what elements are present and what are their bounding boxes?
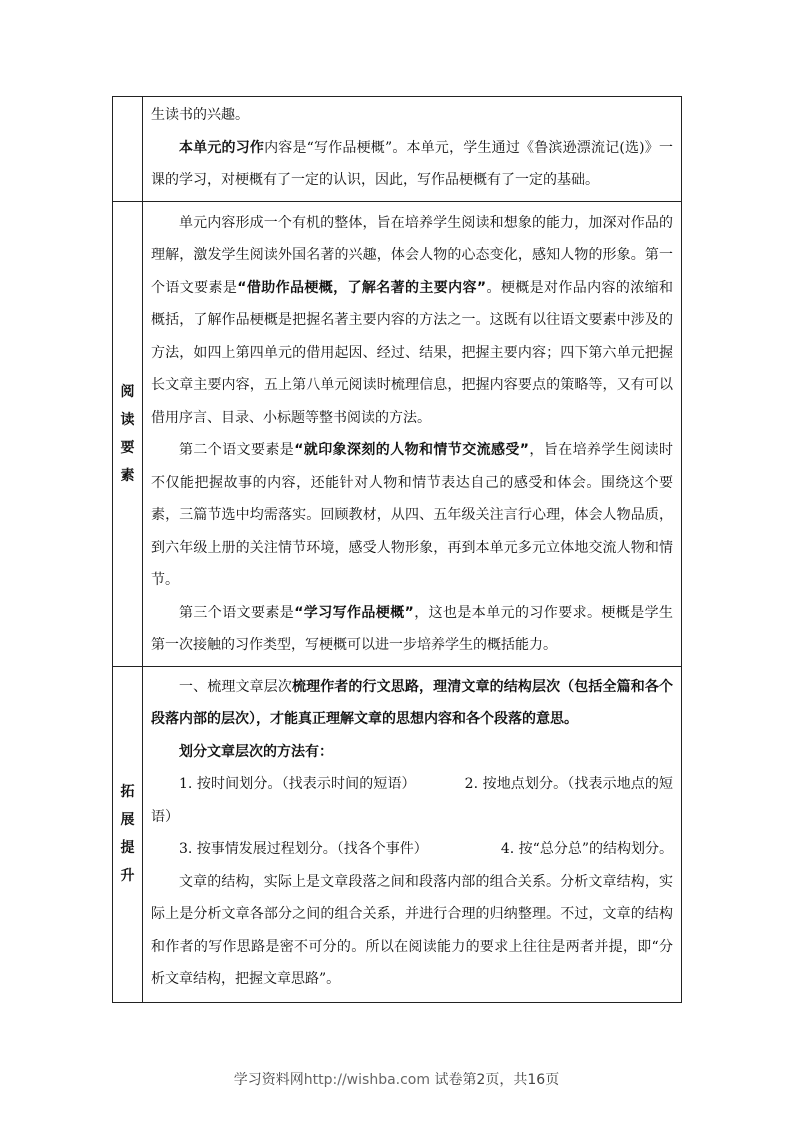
header-char: 提 <box>120 840 135 856</box>
bold-text-segment: 梳理作者的行文思路，理清文章的结构层次（包括全篇和各个段落内部的层次），才能真正理解文章的思想内容和各个段落的意思。 <box>151 678 674 727</box>
text-segment: 一、梳理文章层次 <box>179 678 292 695</box>
bold-text-segment: “就印象深刻的人物和情节交流感受” <box>294 442 530 458</box>
text-segment: ，这也是本单元的习作要求。梗概是学生第一次接触的习作类型，写梗概可以进一步培养学生的概括能力。 <box>151 604 674 653</box>
method-line <box>151 833 673 866</box>
lesson-table <box>112 96 682 1003</box>
method-item: 3. 按事情发展过程划分。（找各个事件） <box>179 841 428 857</box>
content-block <box>143 97 681 201</box>
text-segment: 生读书的兴趣。 <box>151 107 249 123</box>
page-number: 试卷第2页，共16页 <box>434 1072 560 1088</box>
paragraph <box>151 207 673 435</box>
row-header-empty <box>113 97 143 202</box>
paragraph <box>151 434 673 597</box>
row-header-extension <box>113 666 143 1002</box>
row-content <box>143 201 682 666</box>
row-content <box>143 97 682 202</box>
header-char: 展 <box>120 812 135 828</box>
bold-text-segment: 本单元的习作 <box>179 139 265 156</box>
row-content <box>143 666 682 1002</box>
method-item: 2. 按地点划分。（找表示地点的短语） <box>151 776 674 825</box>
paragraph: 文章的结构，实际上是文章段落之间和段落内部的组合关系。分析文章结构，实际上是分析文章各部分之间的组合关系，并进行合理的归纳整理。不过，文章的结构和作者的写作思路是密不可分的。所以在阅读能力的要求上往往是两者并提，即“分析文章结构，把握文章思路”。 <box>151 873 673 987</box>
row-extension <box>113 666 682 1002</box>
header-char: 阅 <box>120 383 135 400</box>
method-item: 1. 按时间划分。（找表示时间的短语） <box>179 776 416 792</box>
header-char: 素 <box>120 467 135 484</box>
header-char: 拓 <box>120 784 135 800</box>
method-line <box>151 768 673 833</box>
content-block <box>143 202 681 666</box>
text-segment: 内容是“写作品梗概”。本单元，学生通过《鲁滨逊漂流记(选)》一课的学习，对梗概有了一定的认识，因此，写作品梗概有了一定的基础。 <box>151 139 673 188</box>
bold-text-segment: “学习写作品梗概” <box>294 604 414 621</box>
page-footer <box>0 1069 793 1089</box>
header-char: 要 <box>120 439 135 456</box>
method-item: 4. 按“总分总”的结构划分。 <box>500 841 673 857</box>
paragraph <box>151 132 673 197</box>
watermark-url: http://wishba.com <box>303 1072 431 1088</box>
paragraph <box>151 671 673 736</box>
row-continuation <box>113 97 682 202</box>
row-header-reading-elements <box>113 201 143 666</box>
text-segment: ，旨在培养学生阅读时不仅能把握故事的内容，还能针对人物和情节表达自己的感受和体会。围绕这个要素，三篇节选中均需落实。回顾教材，从四、五年级关注言行心理，体会人物品质，到六年级上册的关注情节环境，感受人物形象，再到本单元多元立体地交流人物和情节。 <box>151 442 674 588</box>
content-block <box>143 667 681 1002</box>
paragraph <box>151 99 673 132</box>
text-segment: 。梗概是对作品内容的浓缩和概括，了解作品梗概是把握名著主要内容的方法之一。这既有以往语文要素中涉及的方法，如四上第四单元的借用起因、经过、结果，把握主要内容；四下第六单元把握长文章主要内容，五上第八单元阅读时梳理信息，把握内容要点的策略等，又有可以借用序言、目录、小标题等整书阅读的方法。 <box>151 279 674 426</box>
header-char: 升 <box>120 868 135 884</box>
text-segment: 第三个语文要素是 <box>179 604 295 621</box>
bold-text-segment: 划分文章层次的方法有： <box>179 743 333 760</box>
header-char: 读 <box>120 411 135 428</box>
watermark-text: 学习资料网 <box>233 1072 304 1088</box>
paragraph <box>151 597 673 662</box>
row-reading-elements <box>113 201 682 666</box>
bold-text-segment: “借助作品梗概，了解名著的主要内容” <box>237 279 487 296</box>
text-segment: 单元内容形成一个有机的整体，旨在培养学生阅读和想象的能力，加深对作品的理解，激发学生阅读外国名著的兴趣，体会人物的心态变化，感知人物的形象。第一个语文要素是 <box>151 214 673 296</box>
text-segment: 第二个语文要素是 <box>179 442 295 458</box>
paragraph <box>151 736 673 769</box>
